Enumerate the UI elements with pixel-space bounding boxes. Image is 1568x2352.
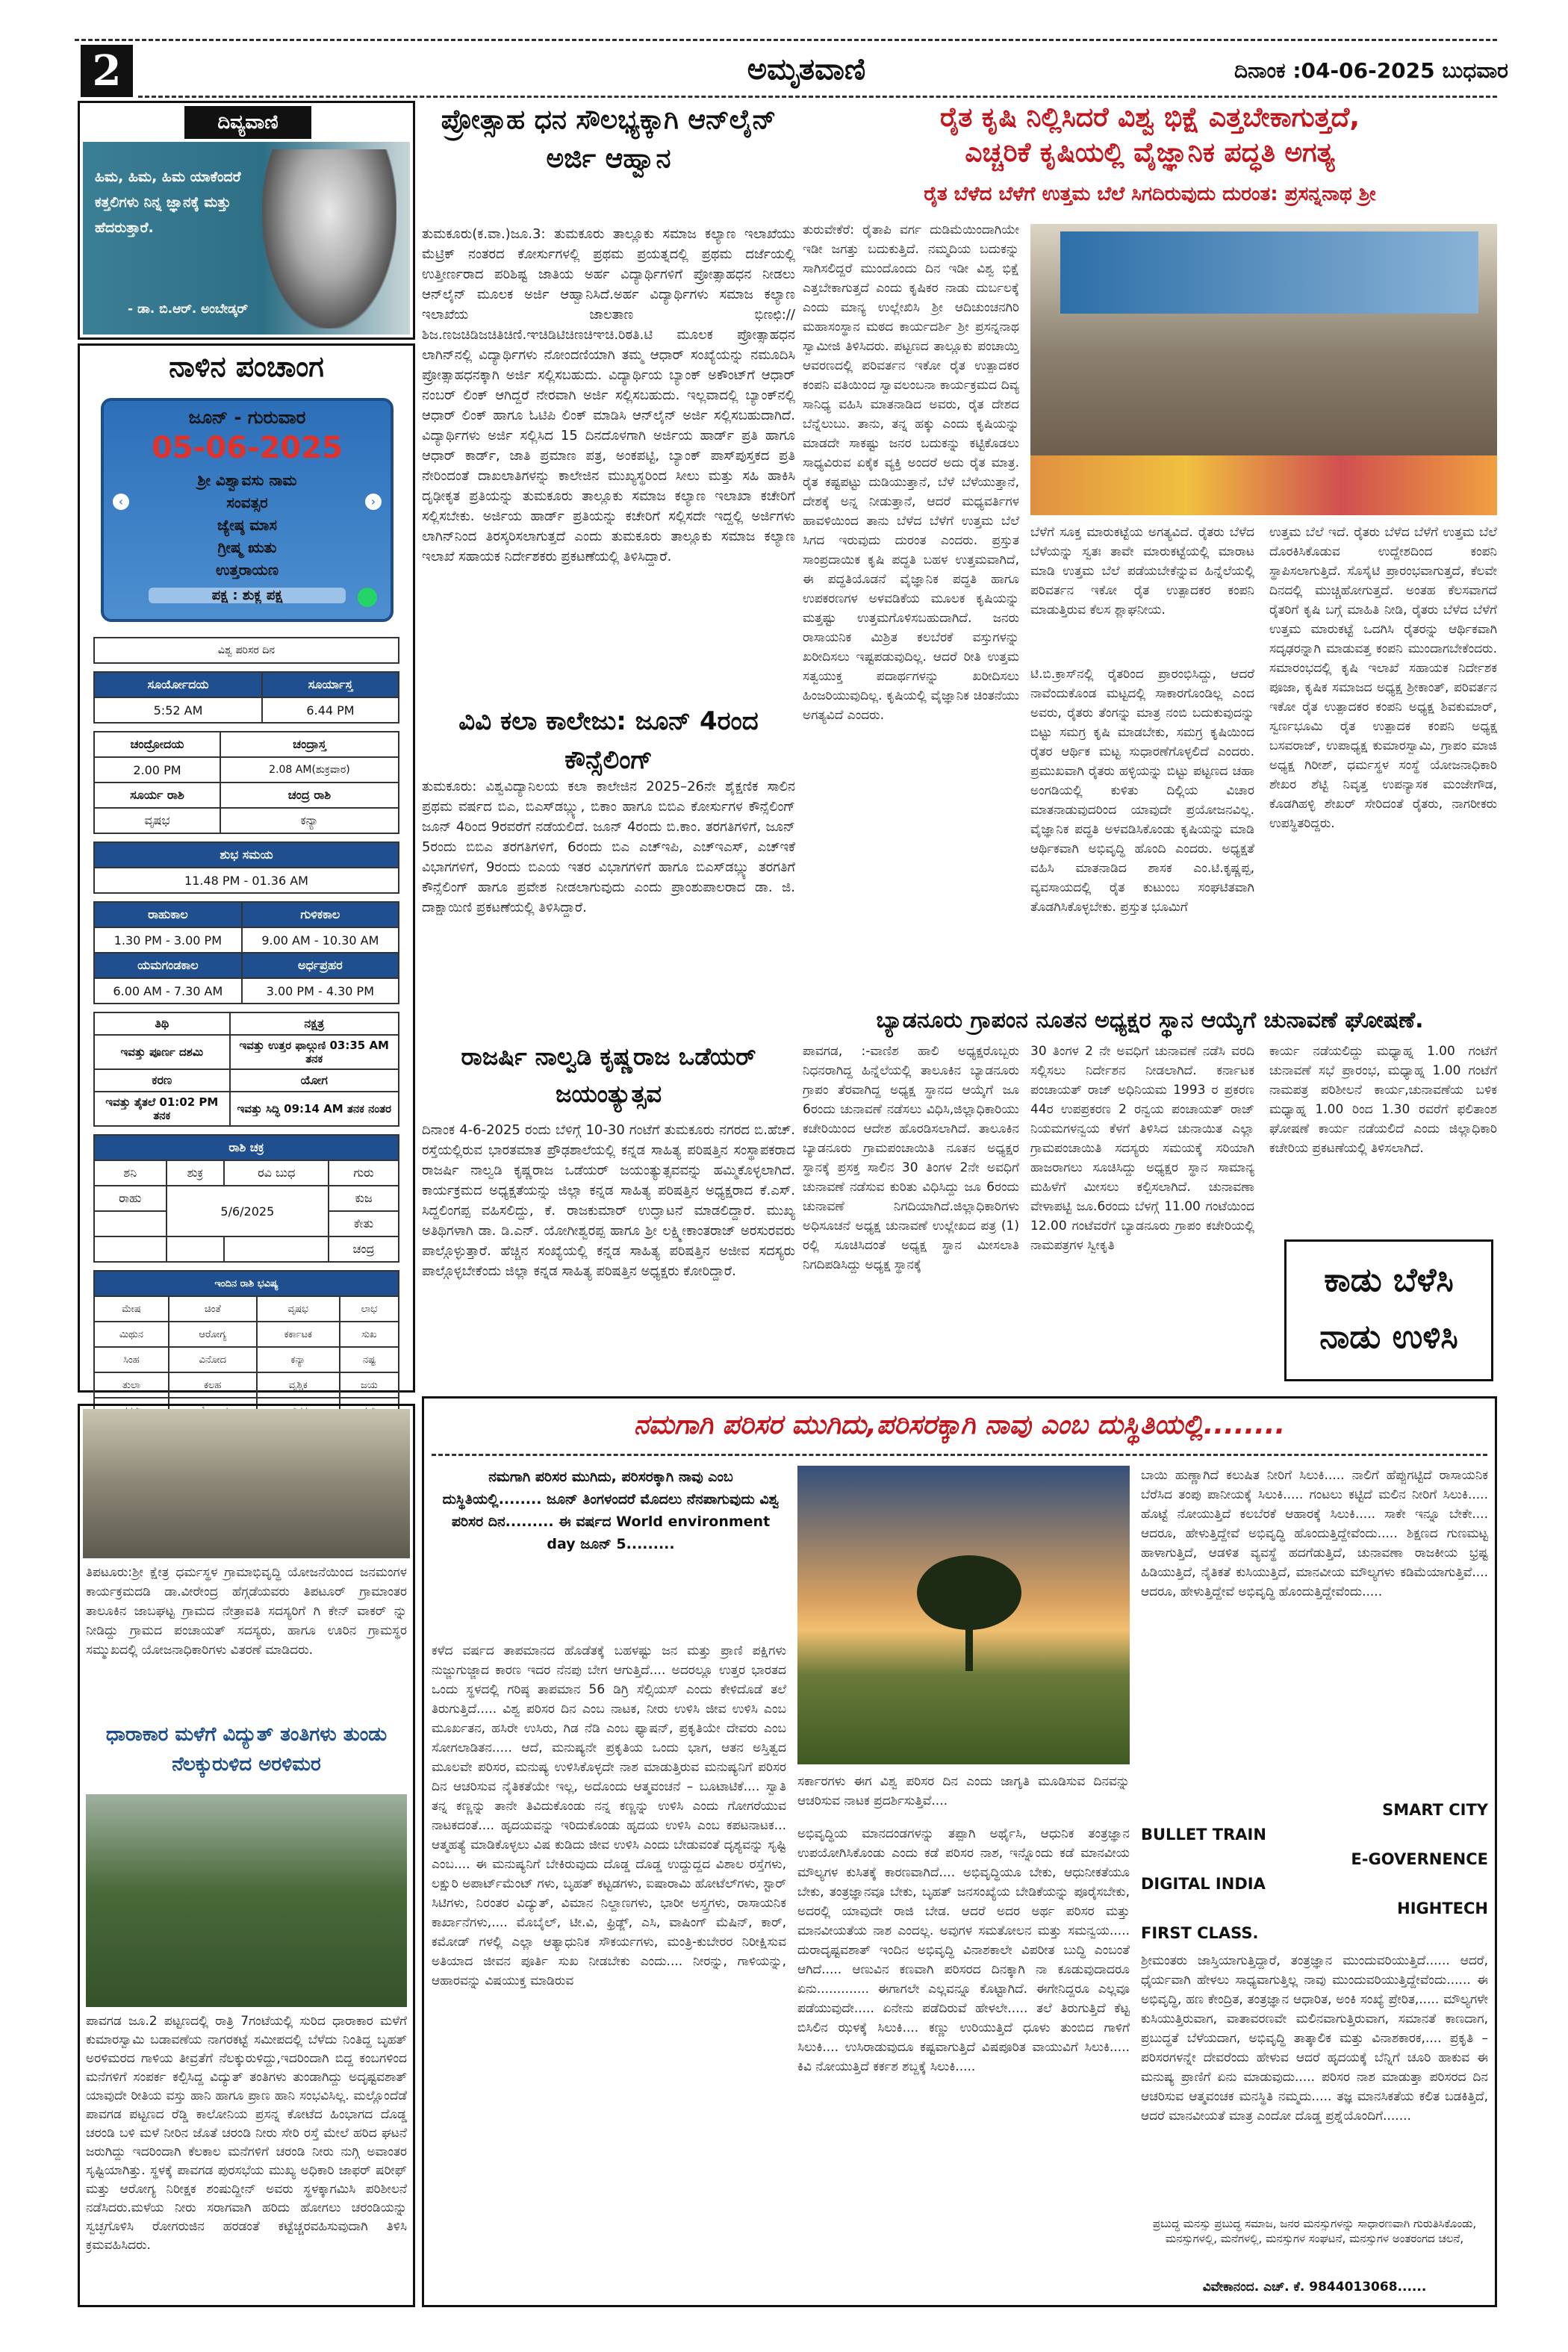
- rashichakra-label: ರಾಶಿ ಚಕ್ರ: [94, 1135, 399, 1160]
- special-day: ವಿಶ್ವ ಪರಿಸರ ದಿನ: [94, 638, 399, 663]
- jana-mangala-caption: ತಿಪಟೂರು:ಶ್ರೀ ಕ್ಷೇತ್ರ ಧರ್ಮಸ್ಥಳ ಗ್ರಾಮಾಭಿವೃದ್ಧಿ ಯೋಜನೆಯಿಂದ ಜನಮಂಗಳ ಕಾರ್ಯಕ್ರಮದಡಿ ಡಾ.ವೀರೇಂದ್ರ ಹೆಗ್ಗಡೆಯವರು ತಿಪಟೂರ್ ಗ್ರಾಮಾಂತರ ತಾಲೂಕಿನ ಜಾಬಘಟ್ಟ ಗ್ರಾಮದ ನೇತ್ರಾವತಿ ಸದಸ್ಯರಿಗೆ ಗಿ ಕೇನ್ ವಾಕರ್ ನ್ನು ನೀಡಿದ್ದು ಗ್ರಾಮದ ಪಂಚಾಯತ್ ಸದಸ್ಯರು, ಹಾಗೂ ಊರಿನ ಗ್ರಾಮಸ್ಥರ ಸಮ್ಮುಖದಲ್ಲಿ ಯೋಜನಾಧಿಕಾರಿಗಳು ವಿತರಣೆ ಮಾಡಿದರು.: [86, 1565, 407, 1658]
- prev-arrow-icon[interactable]: ‹: [113, 494, 129, 510]
- first-class-text: FIRST CLASS.: [1141, 1924, 1259, 1942]
- panchanga-tables: [93, 637, 399, 1449]
- bhavishya-row: [94, 1322, 399, 1347]
- moonrise-time: 2.00 PM: [94, 757, 220, 783]
- env-signoff: ಪ್ರಬುದ್ಧ ಮನಸ್ಸು ಪ್ರಬುದ್ಧ ಸಮಾಜ, ಜನರ ಮನಸ್ಸುಗಳನ್ನು ಸಾಧಾರಣವಾಗಿ ಗುರುತಿಸಿಕೊಂಡು, ಮನಸ್ಸುಗಳಲ್ಲಿ, ಮನೆಗಳಲ್ಲಿ, ಮನಸ್ಸುಗಳ ಸಂಘಟನೆ, ಮನಸ್ಸುಗಳ ಅಂತರಂಗದ ಚಲನೆ,: [1152, 2217, 1477, 2245]
- karana-label: ಕರಣ: [94, 1069, 230, 1092]
- jana-mangala-photo: [83, 1409, 410, 1558]
- env-intro: ನಮಗಾಗಿ ಪರಿಸರ ಮುಗಿದು, ಪರಿಸರಕ್ಕಾಗಿ ನಾವು ಎಂಬ ದುಸ್ಥಿತಿಯಲ್ಲಿ........ ಜೂನ್ ತಿಂಗಳಂದರೆ ಮೊದಲು ನೆನಪಾಗುವುದು ವಿಶ್ವ ಪರಿಸರ ದಿನ......... ಈ ವರ್ಷದ World environment day ಜೂನ್ 5.........: [442, 1469, 780, 1552]
- paper-name: ಅಮೃತವಾಣಿ: [747, 52, 866, 87]
- sunset-time: 6.44 PM: [262, 697, 399, 723]
- raita-col2b: ಟಿ.ಬಿ.ಕ್ರಾಸ್‌ನಲ್ಲಿ ರೈತರಿಂದ ಪ್ರಾರಂಭಿಸಿದ್ದು, ಆದರೆ ನಾವೆಂದುಕೊಂಡ ಮಟ್ಟದಲ್ಲಿ ಸಾಕಾರಗೊಂಡಿಲ್ಲ ಎಂದ ಅವರು, ರೈತರು ತೆಂಗನ್ನು ಮಾತ್ರ ನಂಬಿ ಬದುಕುವುದನ್ನು ಬಿಟ್ಟು ಸಮಗ್ರ ಕೃಷಿ ಮಾಡಬೇಕು, ಸಮಗ್ರ ಕೃಷಿಯಿಂದ ರೈತರ ಆರ್ಥಿಕ ಮಟ್ಟ ಸುಧಾರಣೆಗೊಳ್ಳಲಿದೆ ಎಂದರು. ಪ್ರಮುಖವಾಗಿ ರೈತರು ಹಳ್ಳಿಯನ್ನು ಬಿಟ್ಟು ಪಟ್ಟಣದ ಚಹಾ ಅಂಗಡಿಯಲ್ಲಿ ಕುಳಿತು ದಿಲ್ಲಿಯ ವಿಚಾರ ಮಾತನಾಡುವುದರಿಂದ ಯಾವುದೇ ಪ್ರಯೋಜನವಿಲ್ಲ. ವೈಜ್ಞಾನಿಕ ಪದ್ಧತಿ ಅಳವಡಿಸಿಕೊಂಡು ಕೃಷಿಯನ್ನು ಮಾಡಿ ಆರ್ಥಿಕವಾಗಿ ಅಭಿವೃದ್ಧಿ ಹೊಂದಿ ಎಂದರು. ಅಧ್ಯಕ್ಷತೆ ವಹಿಸಿ ಮಾತನಾಡಿದ ಶಾಸಕ ಎಂ.ಟಿ.ಕೃಷ್ಣಪ್ಪ, ವ್ಯವಸಾಯದಲ್ಲಿ ರೈತ ಕುಟುಂಬ ಸಂಘಟಿತವಾಗಿ ತೊಡಗಿಸಿಕೊಳ್ಳಬೇಕು. ಪ್ರಸ್ತುತ ಭೂಮಿಗೆ: [1030, 667, 1254, 915]
- tithi: ಇವತ್ತು ಪೂರ್ಣ ದಶಮಿ: [94, 1035, 230, 1069]
- env-col3a: ಬಾಯಿ ಹುಣ್ಣಾಗಿದೆ ಕಲುಷಿತ ನೀರಿಗೆ ಸಿಲುಕಿ..... ನಾಲಿಗೆ ಹೆಪ್ಪುಗಟ್ಟಿದೆ ರಾಸಾಯನಿಕ ಬೆರೆಸಿದ ತಂಪು ಪಾನೀಯಕ್ಕೆ ಸಿಲುಕಿ..... ಗಂಟಲು ಕಟ್ಟಿದೆ ಮಲಿನ ನೀರಿಗೆ ಸಿಲುಕಿ..... ಹೊಟ್ಟೆ ನೋಯುತ್ತಿದೆ ಕಲಬೆರಕೆ ಆಹಾರಕ್ಕೆ ಸಿಲುಕಿ..... ಸಾಕೇ ಇನ್ನೂ ಬೇಕೇ.... ಆದರೂ, ಹೇಳುತ್ತಿದ್ದೇವೆ ಅಭಿವೃದ್ಧಿ ಹೊಂದುತ್ತಿದ್ದೇವೆಂದು..... ಶಿಕ್ಷಣದ ಗುಣಮಟ್ಟ ಹಾಳಾಗುತ್ತಿದೆ, ಆಡಳಿತ ವ್ಯವಸ್ಥೆ ಹದಗೆಡುತ್ತಿದೆ, ಚುನಾವಣಾ ರಾಜಕೀಯ ಭ್ರಷ್ಟ ಹಿಡಿಯುತ್ತಿದೆ, ನೈತಿಕತೆ ಕುಸಿಯುತ್ತಿದೆ, ಮಾನವೀಯ ಮೌಲ್ಯಗಳು ಕಡಿಮೆಯಾಗುತ್ತಿವೆ.... ಆದರೂ, ಹೇಳುತ್ತಿದ್ದೇವೆ ಅಭಿವೃದ್ಧಿ ಹೊಂದುತ್ತಿದ್ದೇವೆಂದು.....: [1141, 1468, 1488, 1599]
- env-banner: ನಮಗಾಗಿ ಪರಿಸರ ಮುಗಿದು,ಪರಿಸರಕ್ಕಾಗಿ ನಾವು ಎಂಬ ದುಸ್ಥಿತಿಯಲ್ಲಿ........: [633, 1410, 1286, 1440]
- rashi-name: ಮಿಥುನ: [94, 1322, 169, 1347]
- raita-title-line1: ರೈತ ಕೃಷಿ ನಿಲ್ಲಿಸಿದರೆ ವಿಶ್ವ ಭಿಕ್ಷೆ ಎತ್ತಬೇಕಾಗುತ್ತದೆ,: [939, 102, 1360, 133]
- bhavishya-row: [94, 1296, 399, 1322]
- dateline: ದಿನಾಂಕ :04-06-2025 ಬುಧವಾರ: [1234, 58, 1508, 83]
- rashi-fortune: ನಷ್ಟ: [340, 1347, 399, 1372]
- byadanur-col2: 30 ತಿಂಗಳ 2 ನೇ ಅವಧಿಗೆ ಚುನಾವಣೆ ನಡೆಸಿ ವರದಿ ಸಲ್ಲಿಸಲು ನಿರ್ದೇಶನ ನೀಡಲಾಗಿದೆ. ಕರ್ನಾಟಕ ಪಂಚಾಯತ್ ರಾಜ್ ಅಧಿನಿಯಮ 1993 ರ ಪ್ರಕರಣ 44ರ ಉಪಪ್ರಕರಣ 2 ರನ್ವಯ ಪಂಚಾಯತ್ ರಾಜ್ ನಿಯಮಗಳನ್ವಯ ಕೆಳಗೆ ತಿಳಿಸಿದ ಚುನಾಯಿತ ಎಲ್ಲಾ ಗ್ರಾಮಪಂಚಾಯಿತಿ ಸದಸ್ಯರು ಸಮಯಕ್ಕೆ ಸರಿಯಾಗಿ ಹಾಜರಾಗಲು ಸೂಚಿಸಿದ್ದು ಅಧ್ಯಕ್ಷರ ಸ್ಥಾನ ಸಾಮಾನ್ಯ ಮಹಿಳೆಗೆ ಮೀಸಲು ಕಲ್ಪಿಸಲಾಗಿದೆ. ಚುನಾವಣಾ ವೇಳಾಪಟ್ಟಿ ಜೂ.6ರಂದು ಬೆಳಗ್ಗೆ 11.00 ಗಂಟೆಯಿಂದ 12.00 ಗಂಟೆವರೆಗೆ ಬ್ಯಾಡನೂರು ಗ್ರಾಪಂ ಕಚೇರಿಯಲ್ಲಿ ನಾಮಪತ್ರಗಳ ಸ್ವೀಕೃತಿ: [1030, 1044, 1254, 1253]
- chakra-cell-4: ಗುರು: [329, 1160, 399, 1186]
- rahu-time: 1.30 PM - 3.00 PM: [94, 927, 242, 953]
- rashi-fortune: ಸುಖ: [340, 1322, 399, 1347]
- env-photo-caption: ಸರ್ಕಾರಗಳು ಈಗ ವಿಶ್ವ ಪರಿಸರ ದಿನ ಎಂದು ಜಾಗೃತಿ ಮೂಡಿಸುವ ದಿನವನ್ನು ಆಚರಿಸುವ ನಾಟಕ ಪ್ರದರ್ಶಿಸುತ್ತಿವೆ....: [797, 1774, 1130, 1808]
- rahu-label: ರಾಹುಕಾಲ: [94, 902, 242, 927]
- byadanur-title: ಬ್ಯಾಡನೂರು ಗ್ರಾಪಂನ ನೂತನ ಅಧ್ಯಕ್ಷರ ಸ್ಥಾನ ಆಯ್ಕೆಗೆ ಚುನಾವಣೆ ಘೋಷಣೆ.: [876, 1007, 1424, 1033]
- shubha-table: [93, 841, 399, 894]
- fallen-tree-photo: [86, 1794, 407, 2007]
- panchanga-line-2: ಸಂವತ್ಸರ: [226, 494, 268, 511]
- karana: ಇವತ್ತು ತೈತಲೆ 01:02 PM ತನಕ: [94, 1092, 230, 1126]
- rashi-fortune: ಕಲಹ: [169, 1372, 257, 1398]
- tithi-table: [93, 1012, 399, 1127]
- e-governence-text: E-GOVERNENCE: [1351, 1850, 1488, 1868]
- rashi-fortune: ಆರೋಗ್ಯ: [169, 1322, 257, 1347]
- panchanga-line-4: ಗ್ರೀಷ್ಮ ಋತು: [217, 538, 277, 556]
- divyavani-panel: [78, 101, 415, 340]
- panchanga-date: 05-06-2025: [152, 431, 343, 465]
- moon-table: [93, 731, 399, 834]
- env-author: ವಿವೇಕಾನಂದ. ಎಚ್. ಕೆ. 9844013068......: [1202, 2280, 1427, 2295]
- gulika-time: 9.00 AM - 10.30 AM: [242, 927, 399, 953]
- divyavani-quote: ಹಿಮ, ಹಿಮ, ಹಿಮ ಯಾಕೆಂದರೆ ಕತ್ತಲಿಗಳು ನಿನ್ನ ಜ್ಞಾನಕ್ಕೆ ಮತ್ತು ಹೆದರುತ್ತಾರೆ.: [95, 169, 241, 236]
- sunset-label: ಸೂರ್ಯಾಸ್ತ: [262, 672, 399, 697]
- raita-col1: ತುರುವೇಕೆರೆ: ರೈತಾಪಿ ವರ್ಗ ದುಡಿಮೆಯಿಂದಾಗಿಯೇ ಇಡೀ ಜಗತ್ತು ಬದುಕುತ್ತಿದೆ. ನಮ್ಮದಿಯ ಬದುಕನ್ನು ಸಾಗಿಸಲಿದ್ದರೆ ಮುಂದೊಂದು ದಿನ ಇಡೀ ವಿಶ್ವ ಭಿಕ್ಷೆ ಎತ್ತಬೇಕಾಗುತ್ತದೆ ಎಂದು ಕೃಷಿಕರ ನಾಡು ದುರ್ಬಲಕ್ಕೆ ಎಂದು ಮಾನ್ಯ ಉಲ್ಲೇಖಿಸಿ ಶ್ರೀ ಆದಿಚುಂಚನಗಿರಿ ಮಹಾಸಂಸ್ಥಾನ ಮಠದ ಕಾರ್ಯದರ್ಶಿ ಶ್ರೀ ಪ್ರಸನ್ನನಾಥ ಸ್ವಾಮೀಜಿ ತಿಳಿಸಿದರು. ಪಟ್ಟಣದ ತಾಲ್ಲೂಕು ಪಂಚಾಯ್ತಿ ಆವರಣದಲ್ಲಿ ಪರಿವರ್ತನ ಇಕೋ ರೈತ ಉತ್ಪಾದಕರ ಕಂಪನಿ ವತಿಯಿಂದ ಸ್ವಾವಲಂಬನಾ ಕಾರ್ಯಕ್ರಮದ ದಿವ್ಯ ಸಾನಿಧ್ಯ ವಹಿಸಿ ಮಾತನಾಡಿದ ಅವರು, ರೈತ ದೇಶದ ಬೆನ್ನೆಲುಬು. ತಾನು, ತನ್ನ ಹಕ್ಕು ಎಂದು ಕೃಷಿಯನ್ನು ಮಾಡದೇ ಸಾಕಷ್ಟು ಜನರ ಬದುಕನ್ನು ಕಟ್ಟಿಕೊಡಲು ಸಾಧ್ಯವಿರುವ ಏಕೈಕ ವ್ಯಕ್ತಿ ಅಂದರೆ ಅದು ರೈತ ಮಾತ್ರ. ರೈತ ಕಷ್ಟಪಟ್ಟು ದುಡಿಯುತ್ತಾನೆ, ಬೆಳೆ ಬೆಳೆಯುತ್ತಾನೆ, ದೇಶಕ್ಕೆ ಅನ್ನ ನೀಡುತ್ತಾನೆ, ಆದರೆ ಮಧ್ಯವರ್ತಿಗಳ ಹಾವಳಿಯಿಂದ ತಾನು ಬೆಳೆದ ಬೆಳೆಗೆ ಉತ್ತಮ ಬೆಲೆ ಸಿಗದ ಇರುವುದು ದುರಂತ ಎಂದರು. ಪ್ರಸ್ತುತ ಸಾಂಪ್ರದಾಯಿಕ ಕೃಷಿ ಪದ್ಧತಿ ಬಹಳ ಉತ್ತಮವಾಗಿದೆ, ಈ ಪದ್ಧತಿಯೊಡನೆ ವೈಜ್ಞಾನಿಕ ಪದ್ಧತಿ ಹಾಗೂ ಉಪಕರಣಗಳ ಅಳವಡಿಕೆಯ ಮೂಲಕ ಕೃಷಿಯನ್ನು ಮತ್ತಷ್ಟು ಉತ್ತಮಗೊಳಿಸಬಹುದಾಗಿದೆ. ಜನರು ರಾಸಾಯನಿಕ ಮಿಶ್ರಿತ ಕಲಬೆರಕೆ ವಸ್ತುಗಳನ್ನು ಖರೀದಿಸಲು ಇಷ್ಟಪಡುವುದಿಲ್ಲ. ಆದರೆ ರೀತಿ ಉತ್ತಮ ಸತ್ವಯುಕ್ತ ಪದಾರ್ಥಗಳನ್ನು ಖರೀದಿಸಲು ಹಿಂಜರಿಯುವುದಿಲ್ಲ. ಕೃಷಿಯಲ್ಲಿ ವೈಜ್ಞಾನಿಕ ಚಿಂತನೆಯು ಅಗತ್ಯವಿದೆ ಎಂದರು.: [803, 223, 1019, 723]
- rashi-name: ವೃಶ್ಚಿಕ: [257, 1372, 340, 1398]
- moonrise-label: ಚಂದ್ರೋದಯ: [94, 732, 220, 757]
- chakra-empty-4: [224, 1236, 329, 1262]
- rashi-fortune: ವಿನೋದ: [169, 1347, 257, 1372]
- slogan-line1: ಕಾಡು ಬೆಳೆಸಿ: [1324, 1261, 1454, 1299]
- rashi-fortune: ಚಿಂತೆ: [169, 1296, 257, 1322]
- bullet-train-text: BULLET TRAIN: [1141, 1826, 1266, 1844]
- env-story-panel: [422, 1396, 1497, 2307]
- chakra-cell-3: ರವಿ ಬುಧ: [224, 1160, 329, 1186]
- raita-photo-caption: ಬೆಳೆಗೆ ಸೂಕ್ತ ಮಾರುಕಟ್ಟೆಯ ಅಗತ್ಯವಿದೆ. ರೈತರು ಬೆಳೆದ ಬೆಳೆಯನ್ನು ಸ್ವತಃ ತಾವೇ ಮಾರುಕಟ್ಟೆಯಲ್ಲಿ ಮಾರಾಟ ಮಾಡಿ ಉತ್ತಮ ಬೆಲೆ ಪಡೆಯಬೇಕೆನ್ನುವ ಹಿನ್ನೆಲೆಯಲ್ಲಿ ಪರಿವರ್ತನ ಇಕೋ ರೈತ ಉತ್ಪಾದಕರ ಕಂಪನಿ ಮಾಡುತ್ತಿರುವ ಕೆಲಸ ಶ್ಲಾಘನೀಯ.: [1030, 525, 1254, 617]
- protsaha-title: ಪ್ರೋತ್ಸಾಹ ಧನ ಸೌಲಭ್ಯಕ್ಕಾಗಿ ಆನ್‌ಲೈನ್ ಅರ್ಜಿ ಆಹ್ವಾನ: [441, 105, 777, 174]
- byadanur-col3: ಕಾರ್ಯ ನಡೆಯಲಿದ್ದು ಮಧ್ಯಾಹ್ನ 1.00 ಗಂಟೆಗೆ ಚುನಾವಣೆ ಸಭೆ ಪ್ರಾರಂಭ, ಮಧ್ಯಾಹ್ನ 1.00 ಗಂಟೆಗೆ ನಾಮಪತ್ರ ಪರಿಶೀಲನೆ ಕಾರ್ಯ,ಚುನಾವಣೆಯ ಬಳಿಕ ಮಧ್ಯಾಹ್ನ 1.00 ರಿಂದ 1.30 ರವರೆಗೆ ಫಲಿತಾಂಶ ಘೋಷಣೆ ಕಾರ್ಯ ನಡೆಯಲಿದೆ ಎಂದು ಜಿಲ್ಲಾಧಿಕಾರಿ ಕಚೇರಿಯ ಪ್ರಕಟಣೆಯಲ್ಲಿ ತಿಳಿಸಲಾಗಿದೆ.: [1269, 1044, 1497, 1156]
- shubha-label: ಶುಭ ಸಮಯ: [94, 842, 399, 868]
- vivi-title: ವಿವಿ ಕಲಾ ಕಾಲೇಜು: ಜೂನ್ 4ರಂದ ಕೌನ್ಸೆಲಿಂಗ್: [458, 706, 759, 775]
- divyavani-title: ದಿವ್ಯವಾಣಿ: [184, 106, 311, 139]
- bhavishya-row: [94, 1347, 399, 1372]
- top-rule: [75, 39, 1497, 41]
- yoga: ಇವತ್ತು ಸಿದ್ಧಿ 09:14 AM ತನಕ ನಂತರ: [230, 1092, 399, 1126]
- bhavishya-label: ಇಂದಿನ ರಾಶಿ ಭವಿಷ್ಯ: [94, 1271, 399, 1296]
- moonset-label: ಚಂದ್ರಾಸ್ತ: [220, 732, 399, 757]
- moonset-time: 2.08 AM(ಶುಕ್ರವಾರ): [220, 757, 399, 783]
- sun-rashi-label: ಸೂರ್ಯ ರಾಶಿ: [94, 783, 220, 808]
- kaala-table: [93, 901, 399, 1004]
- tree-trunk: [965, 1626, 973, 1671]
- chakra-empty-2: [94, 1236, 167, 1262]
- panchanga-line-3: ಜ್ಯೇಷ್ಠ ಮಾಸ: [217, 516, 278, 534]
- panchanga-header-card: [101, 398, 393, 622]
- chakra-cell-2: ಶುಕ್ರ: [167, 1160, 225, 1186]
- rashi-fortune: ಲಾಭ: [340, 1296, 399, 1322]
- sunrise-time: 5:52 AM: [94, 697, 262, 723]
- rajarshi-body: ದಿನಾಂಕ 4-6-2025 ರಂದು ಬೆಳಿಗ್ಗೆ 10-30 ಗಂಟೆಗೆ ತುಮಕೂರು ನಗರದ ಬಿ.ಹೆಚ್. ರಸ್ತೆಯಲ್ಲಿರುವ ಭಾರತಮಾತ ಪ್ರೌಢಶಾಲೆಯಲ್ಲಿ ಕನ್ನಡ ಸಾಹಿತ್ಯ ಪರಿಷತ್ತಿನ ಸಂಸ್ಥಾಪಕರಾದ ರಾಜರ್ಷಿ ನಾಲ್ವಡಿ ಕೃಷ್ಣರಾಜ ಒಡೆಯರ್ ಜಯಂತ್ಯುತ್ಸವವನ್ನು ಹಮ್ಮಿಕೊಳ್ಳಲಾಗಿದೆ. ಕಾರ್ಯಕ್ರಮದ ಅಧ್ಯಕ್ಷತೆಯನ್ನು ಜಿಲ್ಲಾ ಕನ್ನಡ ಸಾಹಿತ್ಯ ಪರಿಷತ್ತಿನ ಅಧ್ಯಕ್ಷರಾದ ಕೆ.ಎಸ್. ಸಿದ್ದಲಿಂಗಪ್ಪ ವಹಿಸಲಿದ್ದು, ಕೆ. ರಾಜಕುಮಾರ್ ಉದ್ಘಾಟನೆ ಮಾಡಲಿದ್ದಾರೆ. ಮುಖ್ಯ ಅತಿಥಿಗಳಾಗಿ ಡಾ. ಡಿ.ಎನ್. ಯೋಗೀಶ್ವರಪ್ಪ ಹಾಗೂ ಶ್ರೀ ಲಕ್ಷ್ಮೀಕಾಂತರಾಜ್ ಅರಸುರವರು ಪಾಲ್ಗೊಳ್ಳುತ್ತಾರೆ. ಹೆಚ್ಚಿನ ಸಂಖ್ಯೆಯಲ್ಲಿ ಕನ್ನಡ ಸಾಹಿತ್ಯ ಪರಿಷತ್ತಿನ ಅಜೀವ ಸದಸ್ಯರು ಪಾಲ್ಗೊಳ್ಳಬೇಕೆಂದು ಜಿಲ್ಲಾ ಕನ್ನಡ ಸಾಹಿತ್ಯ ಪರಿಷತ್ತಿನ ಅಧ್ಯಕ್ಷರು ಕೋರಿದ್ದಾರೆ.: [422, 1122, 795, 1279]
- panchanga-line-1: ಶ್ರೀ ವಿಶ್ವಾವಸು ನಾಮ: [197, 471, 297, 489]
- rashi-name: ಸಿಂಹ: [94, 1347, 169, 1372]
- env-rule: [432, 1454, 1487, 1456]
- slogan-line2: ನಾಡು ಉಳಿಸಿ: [1319, 1318, 1458, 1356]
- bhavishya-row: [94, 1372, 399, 1398]
- nakshatra: ಇವತ್ತು ಉತ್ತರ ಫಾಲ್ಗುಣಿ 03:35 AM ತನಕ: [230, 1035, 399, 1069]
- smart-city-text: SMART CITY: [1382, 1801, 1488, 1819]
- env-col3b: ಶ್ರೀಮಂತರು ಜಾಸ್ತಿಯಾಗುತ್ತಿದ್ದಾರೆ, ತಂತ್ರಜ್ಞಾನ ಮುಂದುವರಿಯುತ್ತಿದೆ...... ಆದರೆ, ಧೈರ್ಯವಾಗಿ ಹೇಳಲು ಸಾಧ್ಯವಾಗುತ್ತಿಲ್ಲ ನಾವು ಮುಂದುವರಿಯುತ್ತಿದ್ದೇವೆಂದು...... ಈ ಅಭಿವೃದ್ಧಿ, ಹಣ ಕೇಂದ್ರಿತ, ತಂತ್ರಜ್ಞಾನ ಆಧಾರಿತ, ಅಂಕಿ ಸಂಖ್ಯೆ ಪ್ರೇರಿತ,..... ಮೌಲ್ಯಗಳೇ ಕುಸಿಯುತ್ತಿರುವಾಗ, ವಾತಾವರಣವೇ ಮಲಿನವಾಗುತ್ತಿರುವಾಗ, ಸಮಾನತೆ ಕಾಣದಾಗ, ಪ್ರಬುದ್ಧತೆ ಬೆಳೆಯದಾಗ, ಅಭಿವೃದ್ಧಿ ತಾತ್ಕಾಲಿಕ ಮತ್ತು ವಿನಾಶಕಾರಕ,.... ಪ್ರಕೃತಿ – ಪರಿಸರಗಳನ್ನೇ ದೇವರೆಂದು ಹೇಳುವ ಆದರೆ ಹೃದಯಕ್ಕೆ ಬೆನ್ನಿಗೆ ಚೂರಿ ಹಾಕುವ ಈ ಮನುಷ್ಯ ಪ್ರಾಣಿಗೆ ಏನು ಮಾಡುವುದು..... ಪರಿಸರ ನಾಶ ಮಾಡುತ್ತಾ ಪರಿಸರದ ದಿನ ಆಚರಿಸುವ ಆತ್ಮವಂಚಕ ಮನಸ್ಥಿತಿ ನಮ್ಮದು..... ತಜ್ಞ ಮಾನಸಿಕತೆಯ ಕಲಿತ ಬಡಕಿತ್ತಿದೆ, ಆದರೆ ಮಾನವೀಯತೆ ಮಾತ್ರ ಎಂದೋ ದೊಡ್ಡ ಪ್ರಶ್ನೆಯೊಂದಿಗೆ.......: [1141, 1953, 1488, 2124]
- raita-subtitle: ರೈತ ಬೆಳೆದ ಬೆಳೆಗೆ ಉತ್ತಮ ಬೆಲೆ ಸಿಗದಿರುವುದು ದುರಂತ: ಪ್ರಸನ್ನನಾಥ ಶ್ರೀ: [924, 183, 1376, 205]
- chakra-ketu: ಕೇತು: [329, 1211, 399, 1236]
- ardha-time: 3.00 PM - 4.30 PM: [242, 978, 399, 1004]
- panchanga-line-6: ಪಕ್ಷ : ಶುಕ್ಲ ಪಕ್ಷ: [149, 588, 346, 603]
- vivi-body: ತುಮಕೂರು: ವಿಶ್ವವಿದ್ಯಾನಿಲಯ ಕಲಾ ಕಾಲೇಜಿನ 2025–26ನೇ ಶೈಕ್ಷಣಿಕ ಸಾಲಿನ ಪ್ರಥಮ ವರ್ಷದ ಬಿಎ, ಬಿಎಸ್‌ಡಬ್ಲ್ಯು, ಬಿಕಾಂ ಹಾಗೂ ಬಿಬಿಎ ಕೋರ್ಸುಗಳ ಕೌನ್ಸೆಲಿಂಗ್ ಜೂನ್ 4ರಿಂದ 9ರವರೆಗೆ ನಡೆಯಲಿದೆ. ಜೂನ್ 4ರಂದು ಬಿ.ಕಾಂ. ತರಗತಿಗಳಿಗೆ, ಜೂನ್ 5ರಂದು ಬಿಬಿಎ ತರಗತಿಗಳಿಗೆ, 6ರಂದು ಬಿಎ ಎಚ್‌ಇಪಿ, ಎಚ್‌ಇಎಸ್, ಎಚ್‌ಇಕೆ ವಿಭಾಗಗಳಿಗೆ, 9ರಂದು ಬಿಎಯ ಇತರ ವಿಭಾಗಗಳಿಗೆ ಹಾಗೂ ಬಿಎಸ್‌ಡಬ್ಲ್ಯು ತರಗತಿಗೆ ಕೌನ್ಸೆಲಿಂಗ್ ಹಾಗೂ ಪ್ರವೇಶ ನೀಡಲಾಗುವುದು ಎಂದು ಪ್ರಾಂಶುಪಾಲರಾದ ಡಾ. ಜಿ. ದಾಕ್ಷಾಯಿಣಿ ಪ್ರಕಟಣೆಯಲ್ಲಿ ತಿಳಿಸಿದ್ದಾರೆ.: [422, 779, 795, 915]
- rain-story-body: ಪಾವಗಡ ಜೂ.2 ಪಟ್ಟಣದಲ್ಲಿ ರಾತ್ರಿ 7ಗಂಟೆಯಲ್ಲಿ ಸುರಿದ ಧಾರಾಕಾರ ಮಳೆಗೆ ಕುಮಾರಸ್ವಾಮಿ ಬಡಾವಣೆಯ ನಾಗರಕಟ್ಟೆ ಸಮೀಪದಲ್ಲಿ ಬೆಳೆದು ನಿಂತಿದ್ದ ಬೃಹತ್ ಅರಳಿಮರದ ಗಾಳಿಯ ತೀವ್ರತೆಗೆ ನೆಲಕ್ಕುರುಳಿದ್ದು,ಇದರಿಂದಾಗಿ ಬಿದ್ದ ಕಂಬಗಳಿಂದ ಮನೆಗಳಿಗೆ ಸಂಪರ್ಕ ಕಲ್ಪಿಸಿದ್ದ ವಿದ್ಯುತ್ ತಂತಿಗಳು ತುಂಡಾಗಿದ್ದು ಅದೃಷ್ಟವಶಾತ್ ಯಾವುದೇ ರೀತಿಯ ವಸ್ತು ಹಾನಿ ಹಾಗೂ ಪ್ರಾಣ ಹಾನಿ ಸಂಭವಿಸಿಲ್ಲ. ಮಲ್ಲೊಂದೆಡೆ ಪಾವಗಡ ಪಟ್ಟಣದ ರೆಡ್ಡಿ ಕಾಲೋನಿಯ ಪ್ರಸನ್ನ ಕೋಟೆದ ಹಿಂಭಾಗದ ದೊಡ್ಡ ಚರಂಡಿ ಬಳಿ ಮಳೆ ನೀರಿನ ಜೊತೆ ಚರಂಡಿ ನೀರು ಸೇರಿ ರಸ್ತೆ ಮೇಲೆ ಹರಿದ ಘಟನೆ ಜರುಗಿದ್ದು ಇದರಿಂದಾಗಿ ಕೆಲಕಾಲ ಮನೆಗಳಿಗೆ ಚರಂಡಿ ನೀರು ನುಗ್ಗಿ ಅವಾಂತರ ಸೃಷ್ಟಿಯಾಗಿತ್ತು. ಸ್ಥಳಕ್ಕೆ ಪಾವಗಡ ಪುರಸಭೆಯ ಮುಖ್ಯ ಅಧಿಕಾರಿ ಜಾಫರ್ ಷರೀಫ್ ಮತ್ತು ಆರೋಗ್ಯ ನಿರೀಕ್ಷಕ ಶಂಷುದ್ದೀನ್ ಅವರು ಸ್ಥಳಕ್ಕಾಗಮಿಸಿ ಪರಿಶೀಲನೆ ನಡೆಸಿದರು.ಮಳೆಯ ನೀರು ಸರಾಗವಾಗಿ ಹರಿದು ಹೋಗಲು ಚರಂಡಿಯನ್ನು ಸ್ವಚ್ಛಗೊಳಿಸಿ ರೋಗರುಜಿನ ಹರಡಂತೆ ಕಟ್ಟೆಚ್ಚರವಹಿಸುವುದಾಗಿ ತಿಳಿಸಿ ಕ್ರಮವಹಿಸಿದರು.: [86, 2014, 407, 2253]
- chakra-empty-1: [94, 1211, 167, 1236]
- whatsapp-icon: [358, 588, 377, 607]
- next-arrow-icon[interactable]: ›: [365, 494, 382, 510]
- rain-story-title: ಧಾರಾಕಾರ ಮಳೆಗೆ ವಿದ್ಯುತ್ ತಂತಿಗಳು ತುಂಡು ನೆಲಕ್ಕುರುಳಿದ ಅರಳಿಮರ: [105, 1723, 388, 1776]
- rashi-name: ಮೇಷ: [94, 1296, 169, 1322]
- masthead-rule: [138, 96, 1497, 98]
- tree-crown: [917, 1555, 1021, 1630]
- chakra-center-date: 5/6/2025: [167, 1186, 329, 1236]
- yoga-label: ಯೋಗ: [230, 1069, 399, 1092]
- digital-india-text: DIGITAL INDIA: [1141, 1875, 1266, 1893]
- rashichakra-table: [93, 1134, 399, 1263]
- protsaha-body: ತುಮಕೂರು(ಕ.ವಾ.)ಜೂ.3: ತುಮಕೂರು ತಾಲ್ಲೂಕು ಸಮಾಜ ಕಲ್ಯಾಣ ಇಲಾಖೆಯು ಮೆಟ್ರಿಕ್ ನಂತರದ ಕೋರ್ಸುಗಳಲ್ಲಿ ಪ್ರಥಮ ಪ್ರಯತ್ನದಲ್ಲಿ ಪ್ರಥಮ ದರ್ಜೆಯಲ್ಲಿ ಉತ್ತೀರ್ಣರಾದ ಪರಿಶಿಷ್ಟ ಜಾತಿಯ ಅರ್ಹ ವಿದ್ಯಾರ್ಥಿಗಳಿಗೆ ಪ್ರೋತ್ಸಾಹಧನ ನೀಡಲು ಆನ್‌ಲೈನ್ ಮೂಲಕ ಅರ್ಜಿ ಆಹ್ವಾನಿಸಿದೆ.ಅರ್ಹ ವಿದ್ಯಾರ್ಥಿಗಳು ಸಮಾಜ ಕಲ್ಯಾಣ ಇಲಾಖೆಯ ಜಾಲತಾಣ ಭಿಣಛಿ:// ಶಿಜ.ಣಜಚಿಡಿಜಚಿತಿಚಿಣಿ.ಞಚಿಡಿಟಿಚಿಣಚಿಞಚಿ.ರಿಠತಿ.ಟಿ ಮೂಲಕ ಪ್ರೋತ್ಸಾಹಧನ ಲಾಗಿನ್‌ನಲ್ಲಿ ವಿದ್ಯಾರ್ಥಿಗಳು ನೋಂದಣಿಯಾಗಿ ತಮ್ಮ ಆಧಾರ್ ಸಂಖ್ಯೆಯನ್ನು ನಮೂದಿಸಿ ಪ್ರೋತ್ಸಾಹಧನಕ್ಕಾಗಿ ಅರ್ಜಿ ಸಲ್ಲಿಸಬಹುದು. ವಿದ್ಯಾರ್ಥಿಯ ಬ್ಯಾಂಕ್ ಅಕೌಂಟ್‌ಗೆ ಆಧಾರ್ ನಂಬರ್ ಲಿಂಕ್ ಆಗಿದ್ದರೆ ನೇರವಾಗಿ ಅರ್ಜಿ ಸಲ್ಲಿಸಬಹುದು. ಇಲ್ಲವಾದಲ್ಲಿ ಬ್ಯಾಂಕ್‌ನಲ್ಲಿ ಆಧಾರ್ ಲಿಂಕ್ ಹಾಗೂ ಓಟಿಪಿ ಲಿಂಕ್ ಮಾಡಿಸಿ ಆನ್‌ಲೈನ್ ಅರ್ಜಿ ಸಲ್ಲಿಸಬಹುದಾಗಿದೆ. ವಿದ್ಯಾರ್ಥಿಗಳು ಅರ್ಜಿ ಸಲ್ಲಿಸಿದ 15 ದಿನದೊಳಗಾಗಿ ಅರ್ಜಿಯ ಹಾರ್ಡ್ ಪ್ರತಿ ಹಾಗೂ ಆಧಾರ್ ಕಾರ್ಡ್, ಜಾತಿ ಪ್ರಮಾಣ ಪತ್ರ, ಅಂಕಪಟ್ಟಿ, ಬ್ಯಾಂಕ್ ಪಾಸ್‌ಪುಸ್ತಕದ ಪ್ರತಿ ನೇರಿಂದಂತೆ ದಾಖಲಾತಿಗಳನ್ನು ಕಾಲೇಜಿನ ಮುಖ್ಯಸ್ಥರಿಂದ ಸೀಲು ಮತ್ತು ಸಹಿ ಹಾಕಿಸಿ ದೃಢೀಕೃತ ಪ್ರತಿಯನ್ನು ತುಮಕೂರು ತಾಲ್ಲೂಕು ಸಮಾಜ ಕಲ್ಯಾಣ ಇಲಾಖಾ ಕಚೇರಿಗೆ ಸಲ್ಲಿಸಬೇಕು. ಅರ್ಜಿಯ ಹಾರ್ಡ್ ಪ್ರತಿಯನ್ನು ಕಚೇರಿಗೆ ಸಲ್ಲಿಸದೇ ಇದ್ದಲ್ಲಿ ಅರ್ಜಿಗಳು ಲಾಗಿನ್‌ನಿಂದ ತಿರಸ್ಕರಿಸಲಾಗುತ್ತದೆ ಎಂದು ತುಮಕೂರು ತಾಲ್ಲೂಕು ಸಮಾಜ ಕಲ್ಯಾಣ ಇಲಾಖೆ ಸಹಾಯಕ ನಿರ್ದೇಶಕರು ಪ್ರಕಟಣೆಯಲ್ಲಿ ತಿಳಿಸಿದ್ದಾರೆ.: [422, 226, 795, 564]
- chakra-cell-1: ಶನಿ: [94, 1160, 167, 1186]
- rashi-name: ಕರ್ಕಾಟಕ: [257, 1322, 340, 1347]
- raita-event-photo: [1030, 224, 1497, 515]
- raita-col3: ಉತ್ತಮ ಬೆಲೆ ಇದೆ. ರೈತರು ಬೆಳೆದ ಬೆಳೆಗೆ ಉತ್ತಮ ಬೆಲೆ ದೊರಕಿಸಿಕೊಡುವ ಉದ್ದೇಶದಿಂದ ಕಂಪನಿ ಸ್ಥಾಪಿಸಲಾಗುತ್ತಿದೆ. ಸೊಸೈಟಿ ಪ್ರಾರಂಭವಾಗುತ್ತದೆ, ಕೆಲವೇ ದಿನದಲ್ಲಿ ಮುಚ್ಚಿಹೋಗುತ್ತದೆ. ಅಂತಹ ಕೆಲಸವಾಗದೆ ರೈತರಿಗೆ ಕೃಷಿ ಬಗ್ಗೆ ಮಾಹಿತಿ ನೀಡಿ, ರೈತರು ಬೆಳೆದ ಬೆಳೆಗೆ ಉತ್ತಮ ಮಾರುಕಟ್ಟೆ ಒದಗಿಸಿ ರೈತರನ್ನು ಆರ್ಥಿಕವಾಗಿ ಸದೃಢರನ್ನಾಗಿ ಮಾಡುವತ್ತ ಕಂಪನಿ ಮುಂದಾಗಬೇಕೆಂದರು. ಸಮಾರಂಭದಲ್ಲಿ ಕೃಷಿ ಇಲಾಖೆ ಸಹಾಯಕ ನಿರ್ದೇಶಕ ಪೂಜಾ, ಕೃಷಿಕ ಸಮಾಜದ ಅಧ್ಯಕ್ಷ ಶ್ರೀಕಾಂತ್, ಪರಿವರ್ತನ ಇಕೋ ರೈತ ಉತ್ಪಾದಕರ ಕಂಪನಿ ಅಧ್ಯಕ್ಷ ಶಿವಕುಮಾರ್, ಸ್ವರ್ಣಭೂಮಿ ರೈತ ಉತ್ಪಾದಕ ಕಂಪನಿ ಅಧ್ಯಕ್ಷ ಬಸವರಾಜ್, ಉಪಾಧ್ಯಕ್ಷ ಕುಮಾರಸ್ವಾಮಿ, ಗ್ರಾಪಂ ಮಾಜಿ ಅಧ್ಯಕ್ಷ ಗಿರೀಶ್, ಧರ್ಮಸ್ಥಳ ಸಂಸ್ಥೆ ಯೋಜನಾಧಿಕಾರಿ ಶೇಖರ ಶೆಟ್ಟಿ ನಿವೃತ್ತ ಉಪನ್ಯಾಸಕ ಮಂಜೇಗೌಡ, ಕೊಡಗಿಹಳ್ಳಿ ಶೇಖರ್ ಸೇರಿದಂತೆ ರೈತರು, ನಾಗರೀಕರು ಉಪಸ್ಥಿತರಿದ್ದರು.: [1269, 525, 1497, 831]
- nakshatra-label: ನಕ್ಷತ್ರ: [230, 1012, 399, 1035]
- panchanga-title: ನಾಳಿನ ಪಂಚಾಂಗ: [169, 350, 324, 383]
- env-col1: ಕಳೆದ ವರ್ಷದ ತಾಪಮಾನದ ಹೊಡೆತಕ್ಕೆ ಬಹಳಷ್ಟು ಜನ ಮತ್ತು ಪ್ರಾಣಿ ಪಕ್ಷಿಗಳು ನುಜ್ಜುಗುಜ್ಜಾದ ಕಾರಣ ಇದರ ನೆನಪು ಬೇಗ ಆಗುತ್ತಿದೆ.... ಅದರಲ್ಲೂ ಉತ್ತರ ಭಾರತದ ಒಂದು ಸ್ಥಳದಲ್ಲಿ ಗರಿಷ್ಠ ತಾಪಮಾನ 56 ಡಿಗ್ರಿ ಸೆಲ್ಸಿಯಸ್ ಎಂದು ಕೇಳಿದೊಡೆ ತಲೆ ತಿರುಗುತ್ತಿದೆ..... ವಿಶ್ವ ಪರಿಸರ ದಿನ ಎಂಬ ನಾಟಕ, ನೀರು ಉಳಿಸಿ ಜೀವ ಉಳಿಸಿ ಎಂಬ ಮೂರ್ಖತನ, ಹಸಿರೇ ಉಸಿರು, ಗಿಡ ನೆಡಿ ಎಂಬ ಫ್ಯಾಷನ್, ಪ್ರಕೃತಿಯೇ ದೇವರು ಎಂಬ ಸೋಗಲಾಡಿತನ..... ಆದೆ, ಮನುಷ್ಯನೇ ಪ್ರಕೃತಿಯ ಒಂದು ಭಾಗ, ಆತನ ಅಸ್ತಿತ್ವದ ಮೂಲವೇ ಪರಿಸರ, ಮನುಷ್ಯ ಉಳಿಸಿಕೊಳ್ಳದೇ ನಾಶ ಮಾಡುತ್ತಿರುವ ಮನುಷ್ಯನಿಗೆ ಪರಿಸರ ದಿನ ಆಚರಿಸುವ ನೈತಿಕತೆಯೇ ಇಲ್ಲ, ಅದೊಂದು ಆತ್ಮವಂಚನೆ – ಬೂಟಾಟಿಕೆ.... ಸ್ವಾತಿ ತನ್ನ ಕಣ್ಣನ್ನು ತಾನೇ ತಿವಿದುಕೊಂಡು ನನ್ನ ಕಣ್ಣನ್ನು ಉಳಿಸಿ ಎಂದು ಗೋಗರೆಯುವ ನಾಟಕದಂತೆ.... ಹೃದಯವನ್ನು ಇರಿದುಕೊಂಡು ಹೃದಯ ಉಳಿಸಿ ಎಂಬ ಕಪಟನಾಟಕ... ಆತ್ಮಹತ್ಯೆ ಮಾಡಿಕೊಳ್ಳಲು ವಿಷ ಕುಡಿದು ಜೀವ ಉಳಿಸಿ ಎಂದು ಬೇಡುವಂತೆ ದೃಶ್ಯವನ್ನು ಸೃಷ್ಟಿ ಎಂಬ.... ಈ ಮನುಷ್ಯನಿಗೆ ಬೇಕಿರುವುದು ದೊಡ್ಡ ದೊಡ್ಡ ಉದ್ದುದ್ದದ ವಿಶಾಲ ರಸ್ತೆಗಳು, ಲಕ್ಷುರಿ ಅಪಾರ್ಟ್‌ಮೆಂಟ್ ಗಳು, ಬೃಹತ್ ಕಟ್ಟಡಗಳು, ಐಷಾರಾಮಿ ಹೋಟೆಲ್‌ಗಳು, ಸ್ಟಾರ್ ಸಿಟಿಗಳು, ನಿರಂತರ ವಿದ್ಯುತ್, ವಿಮಾನ ನಿಲ್ದಾಣಗಳು, ಭಾರೀ ಅಸ್ತ್ರಗಳು, ರಾಸಾಯನಿಕ ಕಾರ್ಖಾನೆಗಳು,.... ಮೊಬೈಲ್, ಟೀ.ವಿ, ಫ್ರಿಡ್ಜ್, ಎಸಿ, ವಾಷಿಂಗ್ ಮೆಷಿನ್, ಕಾರ್, ಕಮೋಡ್ ಗಳಲ್ಲಿ ಎಲ್ಲಾ ಆತ್ಯಾಧುನಿಕ ಸೌಕರ್ಯಗಳು, ಮಂತ್ರಿ-ಕುಬೇರರ ನಿರೀಕ್ಷಿಸುವ ಅತಿಯಾದ ಜೀವನ ಪೂರ್ತಿ ಸುಖ ನೀಡಬೇಕು ಎಂದು.... ನೀರನ್ನು, ಗಾಳಿಯನ್ನು, ಆಹಾರವನ್ನು ವಿಷಯುಕ್ತ ಮಾಡಿರುವ: [432, 1643, 786, 1988]
- raita-title-line2: ಎಚ್ಚರಿಕೆ ಕೃಷಿಯಲ್ಲಿ ವೈಜ್ಞಾನಿಕ ಪದ್ಧತಿ ಅಗತ್ಯ: [965, 137, 1335, 168]
- sunrise-label: ಸೂರ್ಯೋದಯ: [94, 672, 262, 697]
- shubha-time: 11.48 PM - 01.36 AM: [94, 868, 399, 893]
- gulika-label: ಗುಳಿಕಕಾಲ: [242, 902, 399, 927]
- chakra-chandra: ಚಂದ್ರ: [329, 1236, 399, 1262]
- ardha-label: ಅರ್ಧಪ್ರಹರ: [242, 953, 399, 978]
- banner-backdrop: [1060, 231, 1478, 314]
- divyavani-author: - ಡಾ. ಬಿ.ಆರ್. ಅಂಬೇಡ್ಕರ್: [128, 302, 249, 317]
- page-number: 2: [81, 45, 133, 97]
- panchanga-line-5: ಉತ್ತರಾಯಣ: [215, 561, 279, 579]
- chakra-empty-3: [167, 1236, 225, 1262]
- panchanga-day: ಜೂನ್ - ಗುರುವಾರ: [188, 407, 306, 428]
- chakra-rahu: ರಾಹು: [94, 1186, 167, 1211]
- rajarshi-title: ರಾಜರ್ಷಿ ನಾಲ್ವಡಿ ಕೃಷ್ಣರಾಜ ಒಡೆಯರ್ ಜಯಂತ್ಯುತ್ಸವ: [461, 1042, 756, 1108]
- tree-sunset-photo: [797, 1466, 1130, 1764]
- moon-rashi: ಕನ್ಯಾ: [220, 808, 399, 833]
- sun-table: [93, 671, 399, 724]
- yama-label: ಯಮಗಂಡಕಾಲ: [94, 953, 242, 978]
- ambedkar-portrait: [83, 142, 410, 335]
- tithi-label: ತಿಥಿ: [94, 1012, 230, 1035]
- rashi-name: ವೃಷಭ: [257, 1296, 340, 1322]
- buzzword-block: [1141, 1798, 1488, 1947]
- slogan-box: [1284, 1239, 1493, 1381]
- hightech-text: HIGHTECH: [1397, 1900, 1488, 1917]
- yama-time: 6.00 AM - 7.30 AM: [94, 978, 242, 1004]
- stage-flowers: [1030, 455, 1497, 515]
- env-col2: ಅಭಿವೃದ್ಧಿಯ ಮಾನದಂಡಗಳನ್ನು ತಪ್ಪಾಗಿ ಅರ್ಥೈಸಿ, ಆಧುನಿಕ ತಂತ್ರಜ್ಞಾನ ಉಪಯೋಗಿಸಿಕೊಂಡು ಎಂದು ಕಡೆ ಪರಿಸರ ನಾಶ, ಇನ್ನೊಂದು ಕಡೆ ಮಾನವೀಯ ಮೌಲ್ಯಗಳ ಕುಸಿತಕ್ಕೆ ಕಾರಣವಾಗಿದೆ.... ಅಭಿವೃದ್ಧಿಯೂ ಬೇಕು, ಆಧುನೀಕತೆಯೂ ಬೇಕು, ತಂತ್ರಜ್ಞಾನವೂ ಬೇಕು, ಬೃಹತ್ ಜನಸಂಖ್ಯೆಯ ಬೇಡಿಕೆಯನ್ನು ಪೂರೈಸಬೇಕು, ಅದರಲ್ಲಿ ಯಾವುದೇ ರಾಜಿ ಬೇಡ. ಆದರೆ ಅದರ ಅರ್ಥ ಪರಿಸರ ಮತ್ತು ಮಾನವೀಯತೆಯ ನಾಶ ಎಂದಲ್ಲ. ಅವುಗಳ ಸಮತೋಲನ ಮತ್ತು ಸಮನ್ವಯ..... ದುರಾದೃಷ್ಟವಶಾತ್ ಇಂದಿನ ಅಭಿವೃದ್ಧಿ ವಿನಾಶಕಾಲೇ ವಿಪರೀತ ಬುದ್ಧಿ ಎಂಬಂತೆ ಆಗಿದೆ..... ಆಣುವಿನ ಕಣವಾಗಿ ಪರಿಸರದ ದಿನಕ್ಕಾಗಿ ನಾ ಕೂಡುವುದಾದರೂ ಏನು............. ಈಗಾಗಲೇ ಎಲ್ಲವನ್ನೂ ಕೊಟ್ಟಾಗಿದೆ. ಈಗೇನಿದ್ದರೂ ಎಲ್ಲವೂ ಪಡೆಯುವುದೇ..... ಏನೇನು ಪಡೆದಿರುವೆ ಹೇಳಲೇ..... ತಲೆ ತಿರುಗುತ್ತಿದೆ ಕೆಟ್ಟ ಬಿಸಿಲಿನ ಝಳಕ್ಕೆ ಸಿಲುಕಿ.... ಕಣ್ಣು ಉರಿಯುತ್ತಿದೆ ಧೂಳು ತುಂಬಿದ ಗಾಳಿಗೆ ಸಿಲುಕಿ.... ಉಸಿರಾಡುವುದೂ ಕಷ್ಟವಾಗುತ್ತಿದೆ ವಿಷಪೂರಿತ ವಾಯುವಿಗೆ ಸಿಲುಕಿ..... ಕಿವಿ ನೋಯುತ್ತಿದೆ ಕರ್ಕಶ ಶಬ್ದಕ್ಕೆ ಸಿಲುಕಿ.....: [797, 1826, 1130, 2074]
- panchanga-panel: [78, 343, 415, 1393]
- sun-rashi: ವೃಷಭ: [94, 808, 220, 833]
- rashi-name: ತುಲಾ: [94, 1372, 169, 1398]
- rashi-name: ಕನ್ಯಾ: [257, 1347, 340, 1372]
- byadanur-col1: ಪಾವಗಡ, :-ವಾಣಿಶ ಹಾಲಿ ಅಧ್ಯಕ್ಷರೊಬ್ಬರು ನಿಧನರಾಗಿದ್ದ ಹಿನ್ನೆಲೆಯಲ್ಲಿ ತಾಲೂಕಿನ ಬ್ಯಾಡನೂರು ಗ್ರಾಪಂ ತೆರವಾಗಿದ್ದ ಅಧ್ಯಕ್ಷ ಸ್ಥಾನದ ಆಯ್ಕೆಗೆ ಜೂ 6ರಂದು ಚುನಾವಣೆ ನಡೆಸಲು ವಿಧಿಸಿ,ಜಿಲ್ಲಾಧಿಕಾರಿಯು ಕಚೇರಿಯಿಂದ ಆದೇಶ ಹೊರಡಿಸಲಾಗಿದೆ. ತಾಲೂಕಿನ ಬ್ಯಾಡನೂರು ಗ್ರಾಮಪಂಚಾಯಿತಿ ನೂತನ ಅಧ್ಯಕ್ಷರ ಸ್ಥಾನಕ್ಕೆ ಪ್ರಸಕ್ತ ಸಾಲಿನ 30 ತಿಂಗಳ 2ನೇ ಅವಧಿಗೆ ಚುನಾವಣೆ ನಡೆಸುವ ಕುರಿತು ವಿಧಿಸಿದ್ದು ಜೂ 6ರಂದು ಚುನಾವಣೆ ನಿಗದಿಯಾಗಿದೆ.ಜಿಲ್ಲಾಧಿಕಾರಿಗಳು ಅಧಿಸೂಚನೆ ಅಧ್ಯಕ್ಷ ಚುನಾವಣೆ ಉಲ್ಲೇಖದ ಪತ್ರ (1) ರಲ್ಲಿ ಸೂಚಿಸಿದಂತೆ ಅಧ್ಯಕ್ಷ ಸ್ಥಾನ ಮೀಸಲಾತಿ ನಿಗದಿಪಡಿಸಿದ್ದು ಅಧ್ಯಕ್ಷ ಸ್ಥಾನಕ್ಕೆ: [803, 1044, 1019, 1272]
- moon-rashi-label: ಚಂದ್ರ ರಾಶಿ: [220, 783, 399, 808]
- special-day-table: [93, 637, 399, 664]
- rashi-fortune: ಜಯ: [340, 1372, 399, 1398]
- chakra-kuja: ಕುಜ: [329, 1186, 399, 1211]
- left-story-panel: [78, 1404, 415, 2307]
